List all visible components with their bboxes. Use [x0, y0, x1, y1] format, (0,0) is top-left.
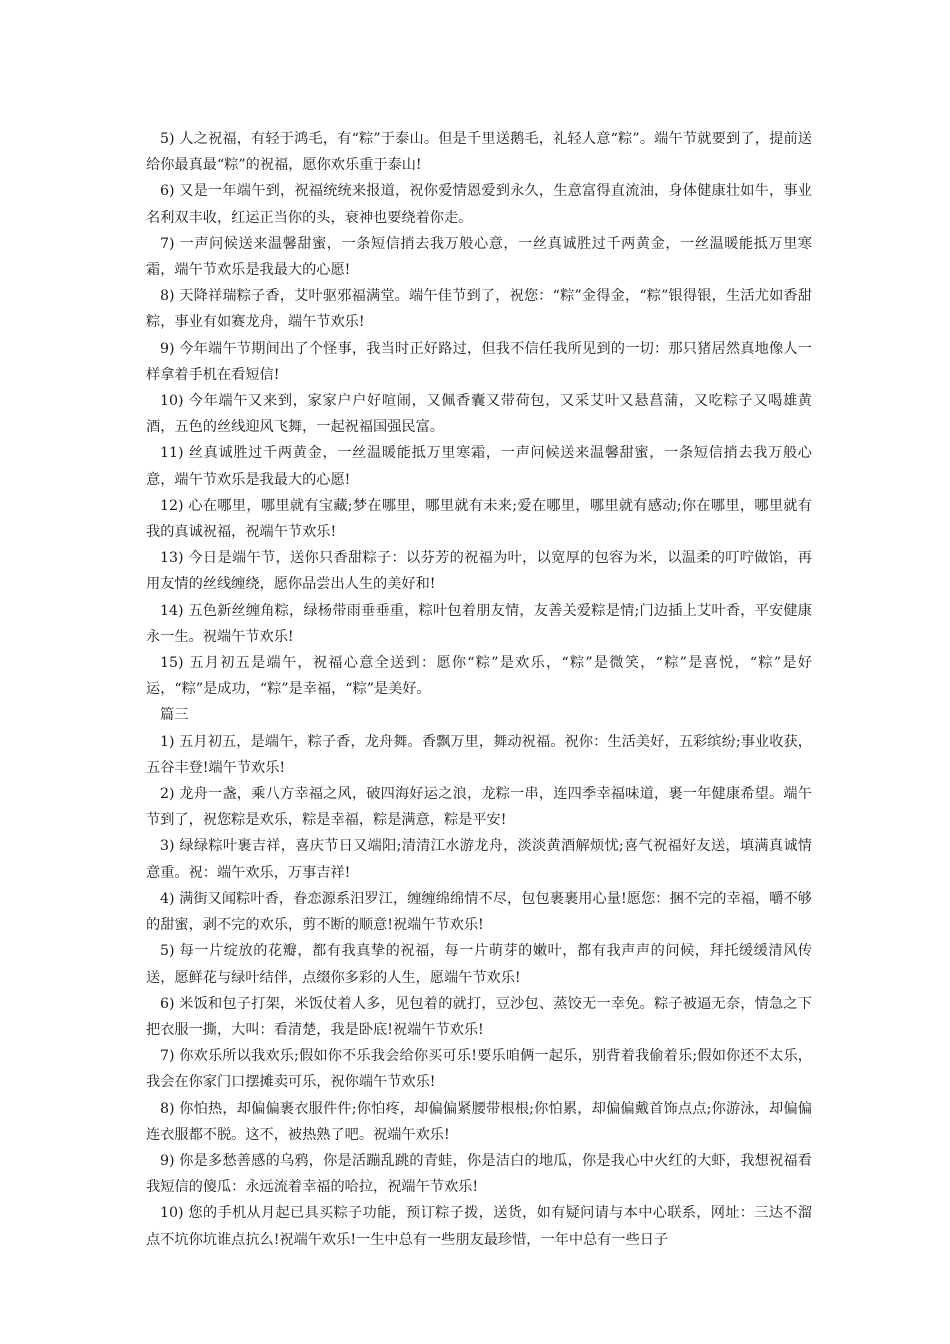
- paragraph-12: 12) 心在哪里，哪里就有宝藏;梦在哪里，哪里就有未来;爱在哪里，哪里就有感动;你在哪里，哪里就有我的真诚祝福，祝端午节欢乐!: [146, 497, 812, 541]
- paragraph-15: 15) 五月初五是端午，祝福心意全送到：愿你“粽”是欢乐，“粽”是微笑，“粽”是喜悦，“粽”是好运，“粽”是成功，“粽”是幸福，“粽”是美好。: [146, 655, 812, 698]
- paragraph-9: 9) 今年端午节期间出了个怪事，我当时正好路过，但我不信任我所见到的一切：那只猪居然真地像人一样拿着手机在看短信!: [146, 340, 812, 383]
- section3-paragraph-2: 2) 龙舟一盏，乘八方幸福之风，破四海好运之浪，龙粽一串，连四季幸福味道，裹一年健康希望。端午节到了，祝您粽是欢乐，粽是幸福，粽是满意，粽是平安!: [146, 786, 812, 829]
- section-heading: 篇三: [160, 707, 189, 724]
- paragraph-6: 6) 又是一年端午到，祝福统统来报道，祝你爱情恩爱到永久，生意富得直流油，身体健康壮如牛，事业名利双丰收，红运正当你的头，衰神也要绕着你走。: [146, 183, 812, 226]
- paragraph-8: 8) 天降祥瑞粽子香，艾叶驱邪福满堂。端午佳节到了，祝您：“粽”金得金，“粽”银得银，生活尤如香甜粽，事业有如赛龙舟，端午节欢乐!: [146, 288, 812, 331]
- paragraph-13: 13) 今日是端午节，送你只香甜粽子：以芬芳的祝福为叶，以宽厚的包容为米，以温柔的叮咛做馅，再用友情的丝线缠绕，愿你品尝出人生的美好和!: [146, 550, 812, 593]
- document-page: [146, 126, 812, 1253]
- paragraph-7: 7) 一声问候送来温馨甜蜜，一条短信捎去我万般心意，一丝真诚胜过千两黄金，一丝温暖能抵万里寒霜，端午节欢乐是我最大的心愿!: [146, 235, 812, 279]
- paragraph-14: 14) 五色新丝缠角粽，绿杨带雨垂垂重，粽叶包着朋友情，友善关爱粽是情;门边插上艾叶香，平安健康永一生。祝端午节欢乐!: [146, 602, 812, 645]
- paragraph-10: 10) 今年端午又来到，家家户户好喧闹，又佩香囊又带荷包，又采艾叶又悬菖蒲，又吃粽子又喝雄黄酒，五色的丝线迎风飞舞，一起祝福国强民富。: [146, 393, 812, 436]
- section3-paragraph-5: 5) 每一片绽放的花瓣，都有我真挚的祝福，每一片萌芽的嫩叶，都有我声声的问候，拜托缓缓清风传送，愿鲜花与绿叶结伴，点缀你多彩的人生，愿端午节欢乐!: [146, 943, 812, 986]
- section3-paragraph-4: 4) 满街又闻粽叶香，眷恋源系汨罗江，缠缠绵绵情不尽，包包裹裹用心量!愿您：捆不完的幸福，嚼不够的甜蜜，剥不完的欢乐，剪不断的顺意!祝端午节欢乐!: [146, 890, 812, 934]
- section3-paragraph-8: 8) 你怕热，却偏偏裹衣服件件;你怕疼，却偏偏紧腰带根根;你怕累，却偏偏戴首饰点点;你游泳，却偏偏连衣服都不脱。这不，被热熟了吧。祝端午欢乐!: [146, 1100, 812, 1143]
- section3-paragraph-3: 3) 绿绿粽叶裹吉祥，喜庆节日又端阳;清清江水游龙舟，淡淡黄酒解烦忧;喜气祝福好友送，填满真诚情意重。祝：端午欢乐，万事吉祥!: [146, 838, 812, 881]
- section3-paragraph-10: 10) 您的手机从月起已具买粽子功能，预订粽子拨，送货，如有疑问请与本中心联系，网址：三达不溜点不坑你坑谁点抗么!祝端午欢乐!一生中总有一些朋友最珍惜，一年中总有一些日子: [146, 1205, 812, 1248]
- section3-paragraph-7: 7) 你欢乐所以我欢乐;假如你不乐我会给你买可乐!要乐咱俩一起乐，别背着我偷着乐;假如你还不太乐，我会在你家门口摆摊卖可乐，祝你端午节欢乐!: [146, 1048, 812, 1091]
- section3-paragraph-9: 9) 你是多愁善感的乌鸦，你是活蹦乱跳的青蛙，你是洁白的地瓜，你是我心中火红的大虾，我想祝福看我短信的傻瓜：永远流着幸福的哈拉，祝端午节欢乐!: [146, 1152, 812, 1196]
- section3-paragraph-1: 1) 五月初五，是端午，粽子香，龙舟舞。香飘万里，舞动祝福。祝你：生活美好，五彩缤纷;事业收获，五谷丰登!端午节欢乐!: [146, 733, 812, 776]
- paragraph-11: 11) 丝真诚胜过千两黄金，一丝温暖能抵万里寒霜，一声问候送来温馨甜蜜，一条短信捎去我万般心意，端午节欢乐是我最大的心愿!: [146, 445, 812, 488]
- section3-paragraph-6: 6) 米饭和包子打架，米饭仗着人多，见包着的就打，豆沙包、蒸饺无一幸免。粽子被逼无奈，情急之下把衣服一撕，大叫：看清楚，我是卧底!祝端午节欢乐!: [146, 995, 812, 1038]
- paragraph-5: 5) 人之祝福，有轻于鸿毛，有“粽”于泰山。但是千里送鹅毛，礼轻人意“粽”。端午节就要到了，提前送给你最真最“粽”的祝福，愿你欢乐重于泰山!: [146, 131, 812, 174]
